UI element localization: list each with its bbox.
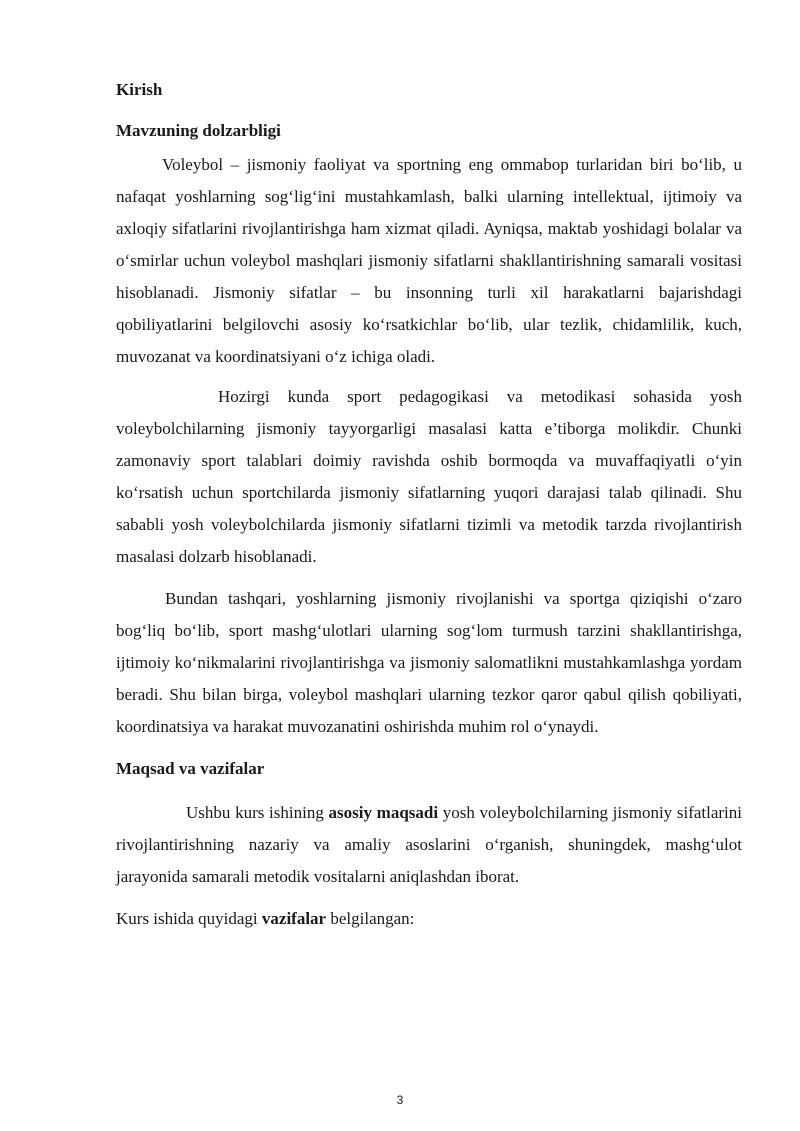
heading-goals: Maqsad va vazifalar: [116, 759, 265, 778]
heading-intro: Kirish: [116, 80, 163, 99]
paragraph-volleyball-intro: Voleybol – jismoniy faoliyat va sportning eng ommabop turlaridan biri boʻlib, u nafaqat yoshlarning sogʻligʻini mustahkamlash, balki ularning intellektual, ijtimoiy va axloqiy sifatlarini rivojlantirishga ham xizmat qiladi. Ayniqsa, maktab yoshidagi bolalar va oʻsmirlar uchun voleybol mashqlari jismoniy sifatlarni shakllantirishning samarali vositasi hisoblanadi. Jismoniy sifatlar – bu insonning turli xil harakatlarni bajarishdagi qobiliyatlarini belgilovchi asosiy koʻrsatkichlar boʻlib, ular tezlik, chidamlilik, kuch, muvozanat va koordinatsiyani oʻz ichiga oladi.: [116, 155, 742, 366]
paragraph-sport-pedagogy: Hozirgi kunda sport pedagogikasi va metodikasi sohasida yosh voleybolchilarning jismoniy tayyorgarligi masalasi katta e’tiborga molikdir. Chunki zamonaviy sport talablari doimiy ravishda oshib bormoqda va muvaffaqiyatli oʻyin koʻrsatish uchun sportchilarda jismoniy sifatlarning yuqori darajasi talab qilinadi. Shu sababli yosh voleybolchilarda jismoniy sifatlarni tizimli va metodik tarzda rivojlantirish masalasi dolzarb hisoblanadi.: [116, 387, 742, 566]
tasks-text-start: Kurs ishida quyidagi: [116, 909, 262, 928]
goal-text-bold: asosiy maqsadi: [328, 803, 439, 822]
page-number: 3: [396, 1093, 404, 1107]
paragraph-tasks-intro: [116, 903, 742, 935]
heading-relevance: Mavzuning dolzarbligi: [116, 121, 281, 140]
paragraph-main-goal: [116, 797, 742, 893]
document-page: [116, 74, 742, 935]
goal-text-start: Ushbu kurs ishining: [186, 803, 329, 822]
paragraph-physical-development: Bundan tashqari, yoshlarning jismoniy rivojlanishi va sportga qiziqishi oʻzaro bogʻliq boʻlib, sport mashgʻulotlari ularning sogʻlom turmush tarzini shakllantirishga, ijtimoiy koʻnikmalarini rivojlantirishga va jismoniy salomatlikni mustahkamlashga yordam beradi. Shu bilan birga, voleybol mashqlari ularning tezkor qaror qabul qilish qobiliyati, koordinatsiya va harakat muvozanatini oshirishda muhim rol oʻynaydi.: [116, 589, 742, 736]
goal-text-end: yosh voleybolchilarning jismoniy sifatlarini rivojlantirishning nazariy va amaliy asoslarini oʻrganish, shuningdek, mashgʻulot jarayonida samarali metodik vositalarni aniqlashdan iborat.: [116, 803, 742, 886]
tasks-text-bold: vazifalar: [261, 909, 327, 928]
tasks-text-end: belgilangan:: [326, 909, 415, 928]
